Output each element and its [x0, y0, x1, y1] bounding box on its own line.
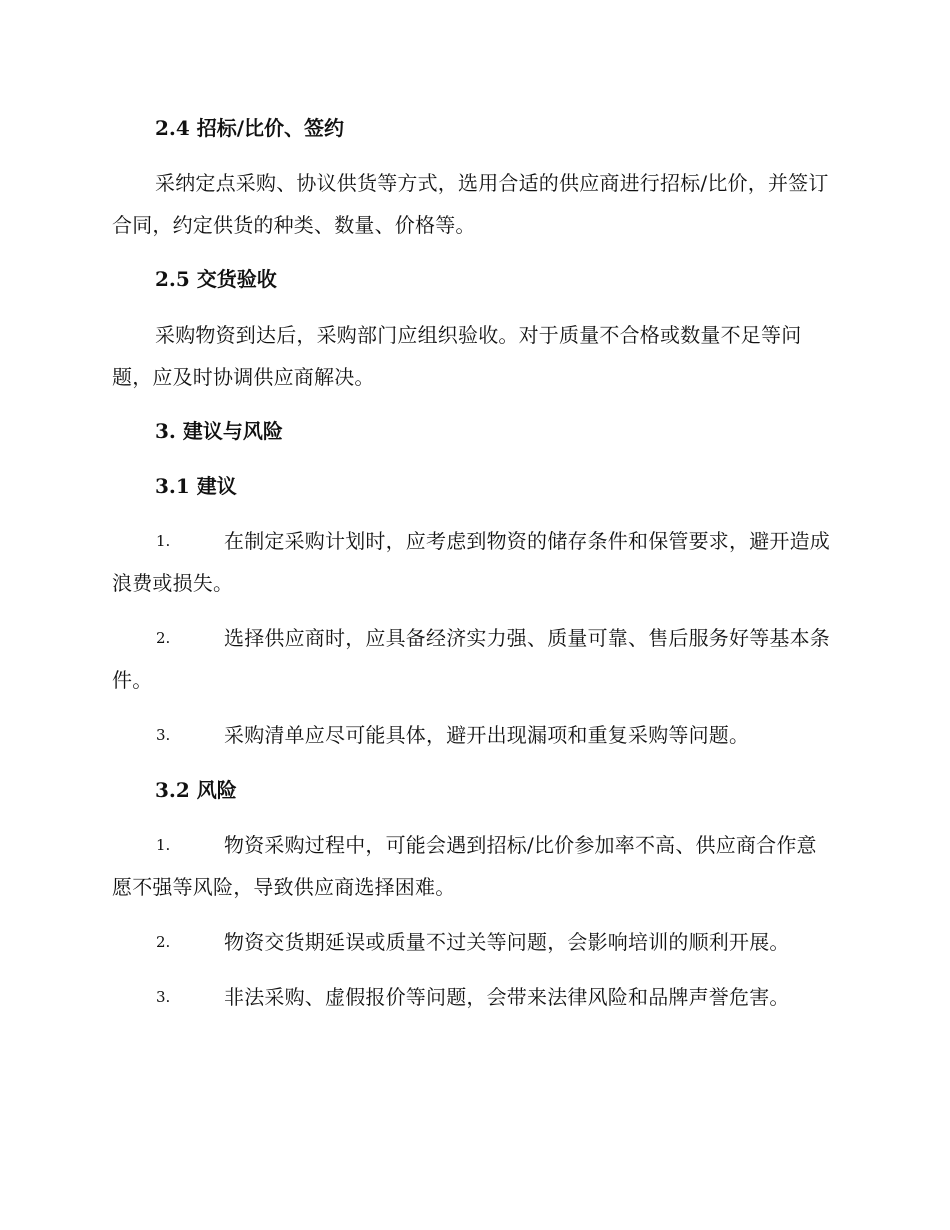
list-item-text: 采购清单应尽可能具体，避开出现漏项和重复采购等问题。 [224, 723, 750, 747]
section-paragraph-2-5: 采购物资到达后，采购部门应组织验收。对于质量不合格或数量不足等问题，应及时协调供应商解决。 [112, 323, 802, 389]
list-item-number: 2. [156, 629, 171, 647]
list-item-number: 3. [156, 726, 171, 744]
section-heading-3-1: 3.1 建议 [155, 474, 237, 498]
list-item-text: 选择供应商时，应具备经济实力强、质量可靠、售后服务好等基本条件。 [112, 626, 830, 692]
list-item-text: 非法采购、虚假报价等问题，会带来法律风险和品牌声誉危害。 [224, 985, 790, 1009]
list-item-number: 2. [156, 933, 171, 951]
list-item-number: 3. [156, 988, 171, 1006]
list-item-text: 在制定采购计划时，应考虑到物资的储存条件和保管要求，避开造成浪费或损失。 [112, 529, 830, 595]
list-item-text: 物资交货期延误或质量不过关等问题，会影响培训的顺利开展。 [224, 930, 790, 954]
list-item-number: 1. [156, 836, 171, 854]
section-paragraph-2-4: 采纳定点采购、协议供货等方式，选用合适的供应商进行招标/比价，并签订合同，约定供货的种类、数量、价格等。 [112, 171, 829, 237]
section-heading-2-4: 2.4 招标/比价、签约 [155, 116, 345, 140]
list-item-text: 物资采购过程中，可能会遇到招标/比价参加率不高、供应商合作意愿不强等风险，导致供应商选择困难。 [112, 833, 817, 899]
list-item [112, 617, 834, 701]
list-item [112, 976, 834, 1018]
section-heading-3: 3. 建议与风险 [155, 419, 283, 443]
list-item [112, 714, 834, 756]
list-item [112, 921, 834, 963]
section-heading-2-5: 2.5 交货验收 [155, 267, 277, 291]
list-item-number: 1. [156, 532, 171, 550]
section-heading-3-2: 3.2 风险 [155, 778, 237, 802]
list-item [112, 520, 834, 604]
list-item [112, 824, 834, 908]
